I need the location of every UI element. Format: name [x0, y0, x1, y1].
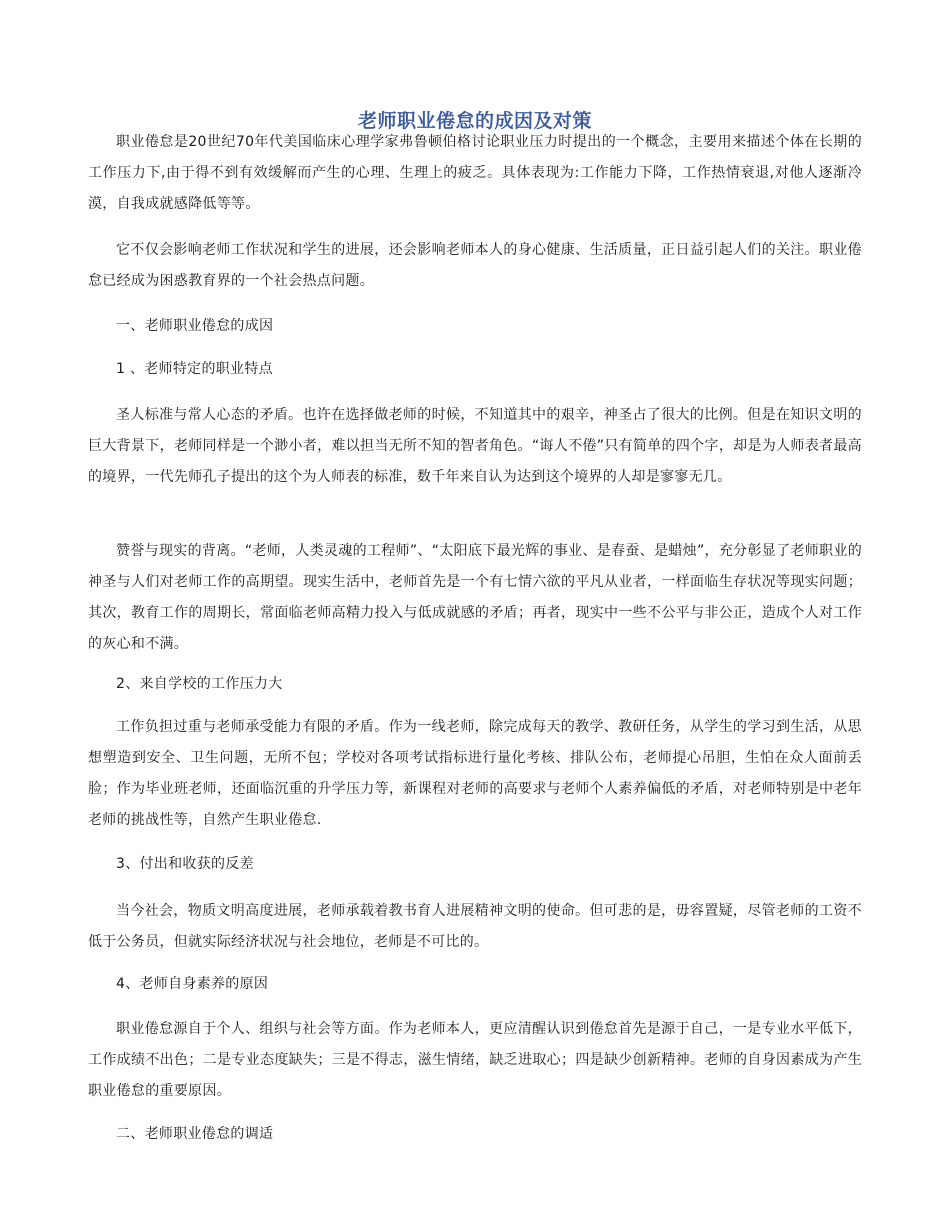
paragraph-impact: 它不仅会影响老师工作状况和学生的进展，还会影响老师本人的身心健康、生活质量，正日益引起人们的关注。职业倦怠已经成为困惑教育界的一个社会热点问题。 [88, 242, 862, 289]
document-title: 老师职业倦怠的成因及对策 [357, 110, 592, 132]
subheading-pay-contrast: 3、付出和收获的反差 [116, 856, 254, 872]
paragraph-workload: 工作负担过重与老师承受能力有限的矛盾。作为一线老师，除完成每天的教学、教研任务，从学生的学习到生活，从思想塑造到安全、卫生问题，无所不包；学校对各项考试指标进行量化考核、排队公布，老师提心吊胆，生怕在众人面前丢脸；作为毕业班老师，还面临沉重的升学压力等，新课程对老师的高要求与老师个人素养偏低的矛盾，对老师特别是中老年老师的挑战性等，自然产生职业倦怠. [88, 719, 862, 828]
section-heading-causes: 一、老师职业倦怠的成因 [116, 318, 274, 334]
subheading-self-quality: 4、老师自身素养的原因 [116, 976, 269, 992]
section-heading-adjustment: 二、老师职业倦怠的调适 [116, 1126, 274, 1142]
paragraph-saint-standard: 圣人标准与常人心态的矛盾。也许在选择做老师的时候，不知道其中的艰辛，神圣占了很大的比例。但是在知识文明的巨大背景下，老师同样是一个渺小者，难以担当无所不知的智者角色。“诲人不倦”只有简单的四个字，却是为人师表者最高的境界，一代先师孔子提出的这个为人师表的标准，数千年来自认为达到这个境界的人却是寥寥无几。 [88, 407, 862, 485]
paragraph-definition: 职业倦怠是20世纪70年代美国临床心理学家弗鲁顿伯格讨论职业压力时提出的一个概念，主要用来描述个体在长期的工作压力下,由于得不到有效缓解而产生的心理、生理上的疲乏。具体表现为:工作能力下降，工作热情衰退,对他人逐渐冷漠，自我成就感降低等等。 [88, 134, 862, 212]
paragraph-praise-reality: 赞誉与现实的背离。“老师，人类灵魂的工程师”、“太阳底下最光辉的事业、是春蚕、是蜡烛”，充分彰显了老师职业的神圣与人们对老师工作的高期望。现实生活中，老师首先是一个有七情六欲的平凡从业者，一样面临生存状况等现实问题；其次，教育工作的周期长，常面临老师高精力投入与低成就感的矛盾；再者，现实中一些不公平与非公正，造成个人对工作的灰心和不满。 [88, 543, 862, 652]
subheading-school-pressure: 2、来自学校的工作压力大 [116, 676, 283, 692]
subheading-occupation-traits: 1 、老师特定的职业特点 [116, 361, 273, 377]
paragraph-society: 当今社会，物质文明高度进展，老师承载着教书育人进展精神文明的使命。但可悲的是，毋容置疑，尽管老师的工资不低于公务员，但就实际经济状况与社会地位，老师是不可比的。 [88, 903, 862, 950]
paragraph-personal-causes: 职业倦怠源自于个人、组织与社会等方面。作为老师本人，更应清醒认识到倦怠首先是源于自己，一是专业水平低下，工作成绩不出色；二是专业态度缺失；三是不得志，滋生情绪，缺乏进取心；四是缺少创新精神。老师的自身因素成为产生职业倦怠的重要原因。 [88, 1021, 862, 1099]
